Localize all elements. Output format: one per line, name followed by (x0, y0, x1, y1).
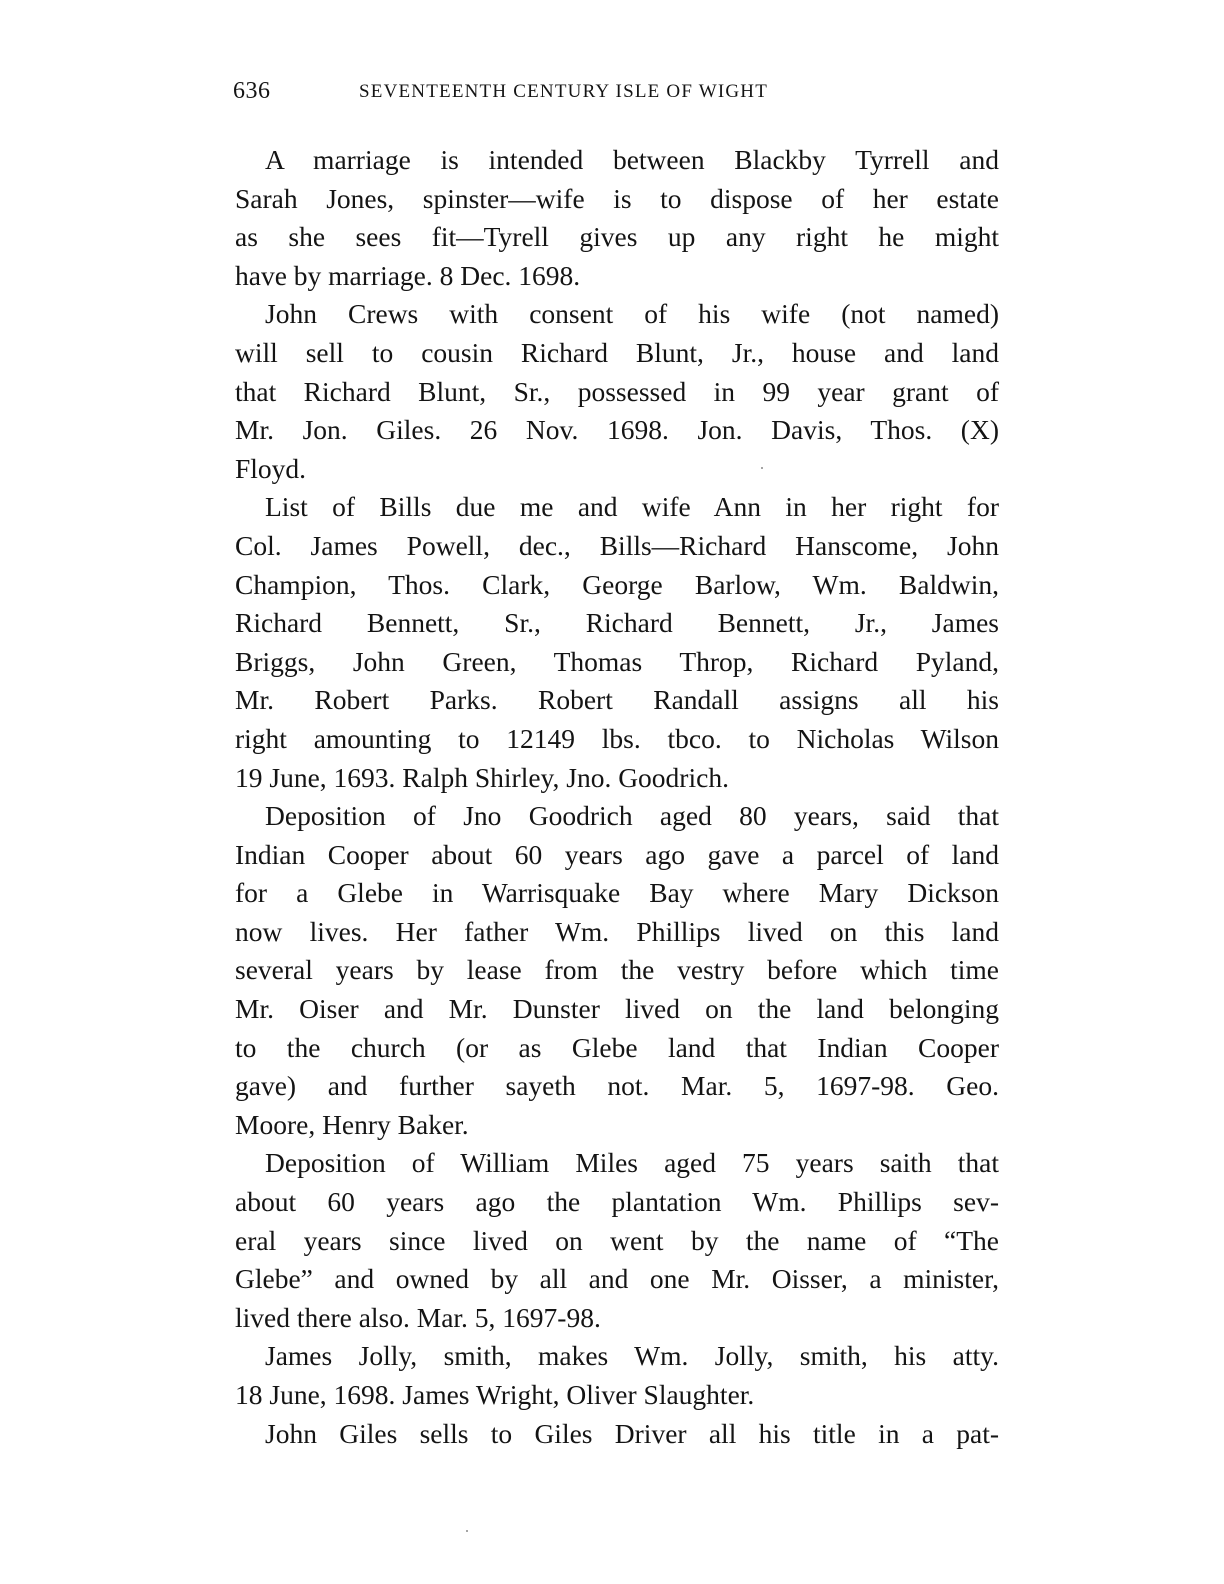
text-line: now lives. Her father Wm. Phillips lived on this land (235, 915, 999, 947)
text-line: Mr. Robert Parks. Robert Randall assigns all his (235, 684, 999, 716)
text-line: gave) and further sayeth not. Mar. 5, 1697-98. Geo. (235, 1070, 999, 1102)
text-line: Glebe” and owned by all and one Mr. Oisser, a minister, (235, 1263, 999, 1295)
text-line: several years by lease from the vestry before which time (235, 954, 999, 986)
paragraph-james-jolly (235, 1337, 999, 1414)
text-line: John Giles sells to Giles Driver all his title in a pat- (265, 1417, 999, 1449)
scan-speck (466, 1530, 468, 1532)
paragraph-john-giles (235, 1415, 999, 1454)
text-line: for a Glebe in Warrisquake Bay where Mary Dickson (235, 877, 999, 909)
text-line: that Richard Blunt, Sr., possessed in 99 year grant of (235, 375, 999, 407)
text-line: eral years since lived on went by the name of “The (235, 1224, 999, 1256)
running-head-title: SEVENTEENTH CENTURY ISLE OF WIGHT (359, 81, 769, 102)
paragraph-marriage-tyrrell-jones (235, 141, 999, 295)
text-line: Sarah Jones, spinster—wife is to dispose of her estate (235, 182, 999, 214)
text-line: lived there also. Mar. 5, 1697-98. (235, 1301, 601, 1333)
text-line: Deposition of Jno Goodrich aged 80 years, said that (265, 800, 999, 832)
text-line: List of Bills due me and wife Ann in her right for (265, 491, 999, 523)
text-line: 18 June, 1698. James Wright, Oliver Slaughter. (235, 1379, 755, 1410)
text-line: Floyd. (235, 452, 307, 484)
text-line: 19 June, 1693. Ralph Shirley, Jno. Goodrich. (235, 761, 729, 793)
text-line: as she sees fit—Tyrell gives up any right he might (235, 221, 999, 253)
text-line: James Jolly, smith, makes Wm. Jolly, smith, his atty. (265, 1340, 999, 1372)
text-line: Deposition of William Miles aged 75 years saith that (265, 1147, 999, 1179)
text-line: have by marriage. 8 Dec. 1698. (235, 259, 581, 291)
text-line: Briggs, John Green, Thomas Throp, Richard Pyland, (235, 645, 999, 677)
text-line: right amounting to 12149 lbs. tbco. to Nicholas Wilson (235, 722, 999, 754)
paragraph-deposition-goodrich (235, 797, 999, 1144)
text-line: Indian Cooper about 60 years ago gave a parcel of land (235, 838, 999, 870)
scan-speck (761, 467, 763, 469)
paragraph-list-of-bills (235, 488, 999, 797)
text-line: will sell to cousin Richard Blunt, Jr., house and land (235, 336, 999, 368)
running-head (233, 78, 873, 108)
text-line: John Crews with consent of his wife (not named) (265, 298, 999, 330)
text-line: A marriage is intended between Blackby Tyrrell and (265, 144, 999, 175)
text-line: about 60 years ago the plantation Wm. Phillips sev- (235, 1186, 999, 1218)
text-line: Mr. Jon. Giles. 26 Nov. 1698. Jon. Davis, Thos. (X) (235, 414, 999, 446)
page-number: 636 (233, 78, 271, 104)
text-line: Mr. Oiser and Mr. Dunster lived on the land belonging (235, 993, 999, 1025)
text-line: to the church (or as Glebe land that Indian Cooper (235, 1031, 999, 1063)
paragraph-deposition-miles (235, 1144, 999, 1337)
text-line: Richard Bennett, Sr., Richard Bennett, Jr., James (235, 607, 999, 639)
body-text (235, 141, 999, 1453)
text-line: Col. James Powell, dec., Bills—Richard Hanscome, John (235, 529, 999, 561)
text-line: Moore, Henry Baker. (235, 1108, 469, 1140)
paragraph-john-crews (235, 295, 999, 488)
text-line: Champion, Thos. Clark, George Barlow, Wm. Baldwin, (235, 568, 999, 600)
